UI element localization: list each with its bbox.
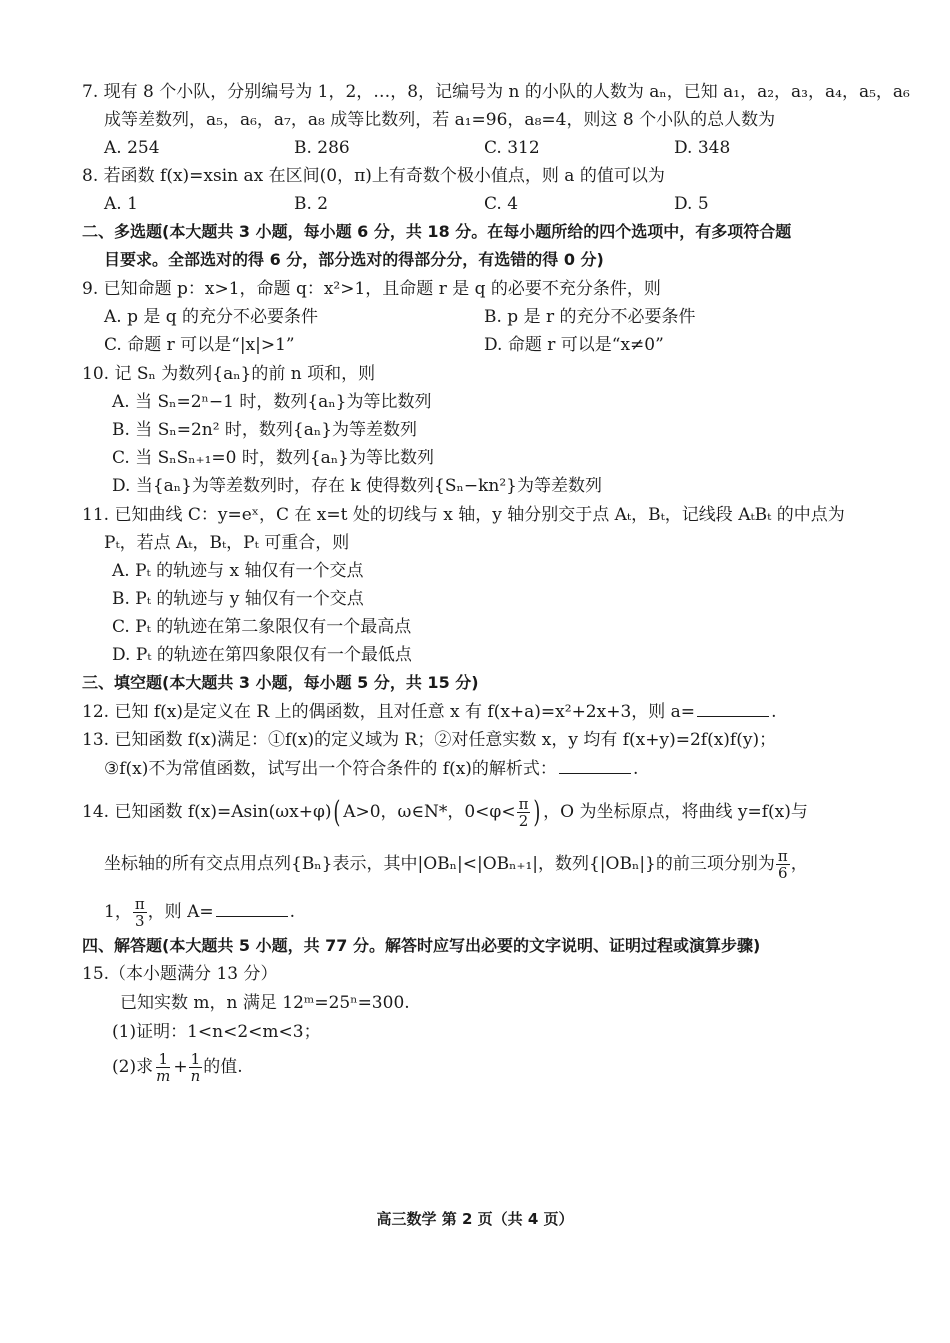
q9-option-c: C. 命题 r 可以是“|x|>1” [104,335,295,355]
q14-answer-blank [216,900,288,917]
q14-line1 [82,794,808,830]
q14-frac6-num: π [777,847,788,865]
q12-answer-blank [697,700,769,717]
q11-option-d: D. Pₜ 的轨迹在第四象限仅有一个最低点 [112,645,412,665]
q14-frac6-den: 6 [778,864,788,882]
q15-line2: 已知实数 m，n 满足 12ᵐ=25ⁿ=300. [120,993,410,1013]
q7-option-b: B. 286 [294,138,350,158]
q10-option-b: B. 当 Sₙ=2n² 时，数列{aₙ}为等差数列 [112,420,418,440]
q14-right-paren: ) [533,794,541,830]
q7-option-d: D. 348 [674,138,731,158]
q15-part1: (1)证明：1<n<2<m<3； [112,1022,321,1042]
page-footer: 高三数学 第 2 页（共 4 页） [376,1210,574,1228]
q14-line3-post: ，则 A= [147,902,214,922]
q14-frac3-den: 3 [134,912,145,930]
q15-plus: + [173,1057,188,1077]
section2-heading-line1: 二、多选题(本大题共 3 小题，每小题 6 分，共 18 分。在每小题所给的四个选项中，有多项符合题 [82,222,792,241]
q10-option-c: C. 当 SₙSₙ₊₁=0 时，数列{aₙ}为等比数列 [112,448,434,468]
q14-fraction-pi-over-3 [133,896,147,929]
q14-end: . [289,902,296,922]
q9-line1: 9. 已知命题 p：x>1，命题 q：x²>1，且命题 r 是 q 的必要不充分条件，则 [82,279,661,299]
q13-line2 [104,757,638,781]
q15-frac-m-den: m [156,1067,171,1085]
q8-option-a: A. 1 [104,194,138,214]
q12-end: . [771,702,777,722]
q7-option-a: A. 254 [104,138,160,158]
q15-frac-n-num: 1 [190,1050,201,1068]
q11-line1: 11. 已知曲线 C：y=eˣ，C 在 x=t 处的切线与 x 轴，y 轴分别交于点 Aₜ，Bₜ，记线段 AₜBₜ 的中点为 [82,505,845,525]
q15-part2-post: 的值. [203,1057,243,1077]
q13-end: . [632,759,639,779]
q8-option-d: D. 5 [674,194,709,214]
q12-line1 [82,700,776,724]
section2-heading-line2: 目要求。全部选对的得 6 分，部分选对的得部分分，有选错的得 0 分) [104,250,604,269]
q9-option-a: A. p 是 q 的充分不必要条件 [104,307,319,327]
q9-option-d: D. 命题 r 可以是“x≠0” [484,335,664,355]
q11-option-b: B. Pₜ 的轨迹与 y 轴仅有一个交点 [112,589,364,609]
q14-line2: 坐标轴的所有交点用点列{Bₙ}表示，其中|OBₙ|<|OBₙ₊₁|，数列{|OBₙ|}的前三项分别为 $\frac{\pi}{6}$ ， [104,847,808,882]
q10-option-a: A. 当 Sₙ=2ⁿ−1 时，数列{aₙ}为等比数列 [112,392,432,412]
q11-option-a: A. Pₜ 的轨迹与 x 轴仅有一个交点 [112,561,364,581]
section3-heading: 三、填空题(本大题共 3 小题，每小题 5 分，共 15 分) [82,673,479,692]
section4-heading: 四、解答题(本大题共 5 小题，共 77 分。解答时应写出必要的文字说明、证明过程或演算步骤) [82,936,761,955]
q8-line1: 8. 若函数 f(x)=xsin ax 在区间(0，π)上有奇数个极小值点，则 a 的值可以为 [82,166,665,186]
q15-part2-pre: (2)求 [112,1057,154,1077]
q11-line2: Pₜ，若点 Aₜ，Bₜ，Pₜ 可重合，则 [104,533,350,553]
q14-frac-num: π [518,795,529,813]
q14-fraction-pi-over-6 [776,848,790,881]
q14-line2-text: 坐标轴的所有交点用点列{Bₙ}表示，其中|OBₙ|<|OBₙ₊₁|，数列{|OBₙ|}的前三项分别为 [104,854,775,874]
q10-option-d: D. 当{aₙ}为等差数列时，存在 k 使得数列{Sₙ−kn²}为等差数列 [112,476,603,496]
q15-frac-n-den: n [190,1067,201,1085]
q15-fraction-1-over-n [189,1051,203,1084]
q10-line1: 10. 记 Sₙ 为数列{aₙ}的前 n 项和，则 [82,364,376,384]
q13-line1: 13. 已知函数 f(x)满足：①f(x)的定义域为 R；②对任意实数 x，y 均有 f(x+y)=2f(x)f(y)； [82,730,777,750]
q14-condition: A>0，ω∈N*，0<φ< [343,802,516,822]
q14-frac3-num: π [134,895,145,913]
q13-answer-blank [559,757,631,774]
q14-frac-den: 2 [518,812,529,830]
q15-line1: 15.（本小题满分 13 分） [82,964,278,984]
q14-post: ，O 为坐标原点，将曲线 y=f(x)与 [543,802,808,822]
q15-part2 [112,1050,243,1084]
q14-line3 [104,895,296,930]
q14-line3-pre: 1， [104,902,132,922]
q8-option-b: B. 2 [294,194,329,214]
q15-fraction-1-over-m [154,1051,172,1084]
q14-left-paren: ( [333,794,341,830]
q7-line1: 7. 现有 8 个小队，分别编号为 1，2，…，8，记编号为 n 的小队的人数为 aₙ，已知 a₁，a₂，a₃，a₄，a₅，a₆ [82,82,910,102]
q14-pre: 14. 已知函数 f(x)=Asin(ωx+φ) [82,802,332,822]
q11-option-c: C. Pₜ 的轨迹在第二象限仅有一个最高点 [112,617,412,637]
q15-frac-m-num: 1 [158,1050,168,1068]
q7-option-c: C. 312 [484,138,540,158]
q7-line2: 成等差数列，a₅，a₆，a₇，a₈ 成等比数列，若 a₁=96，a₈=4，则这 8 个小队的总人数为 [104,110,776,130]
q13-text: ③f(x)不为常值函数，试写出一个符合条件的 f(x)的解析式： [104,759,557,779]
q9-option-b: B. p 是 r 的充分不必要条件 [484,307,696,327]
q12-text: 12. 已知 f(x)是定义在 R 上的偶函数，且对任意 x 有 f(x+a)=x²+2x+3，则 a= [82,702,696,722]
q8-option-c: C. 4 [484,194,519,214]
q14-fraction-pi-over-2 [517,796,531,829]
